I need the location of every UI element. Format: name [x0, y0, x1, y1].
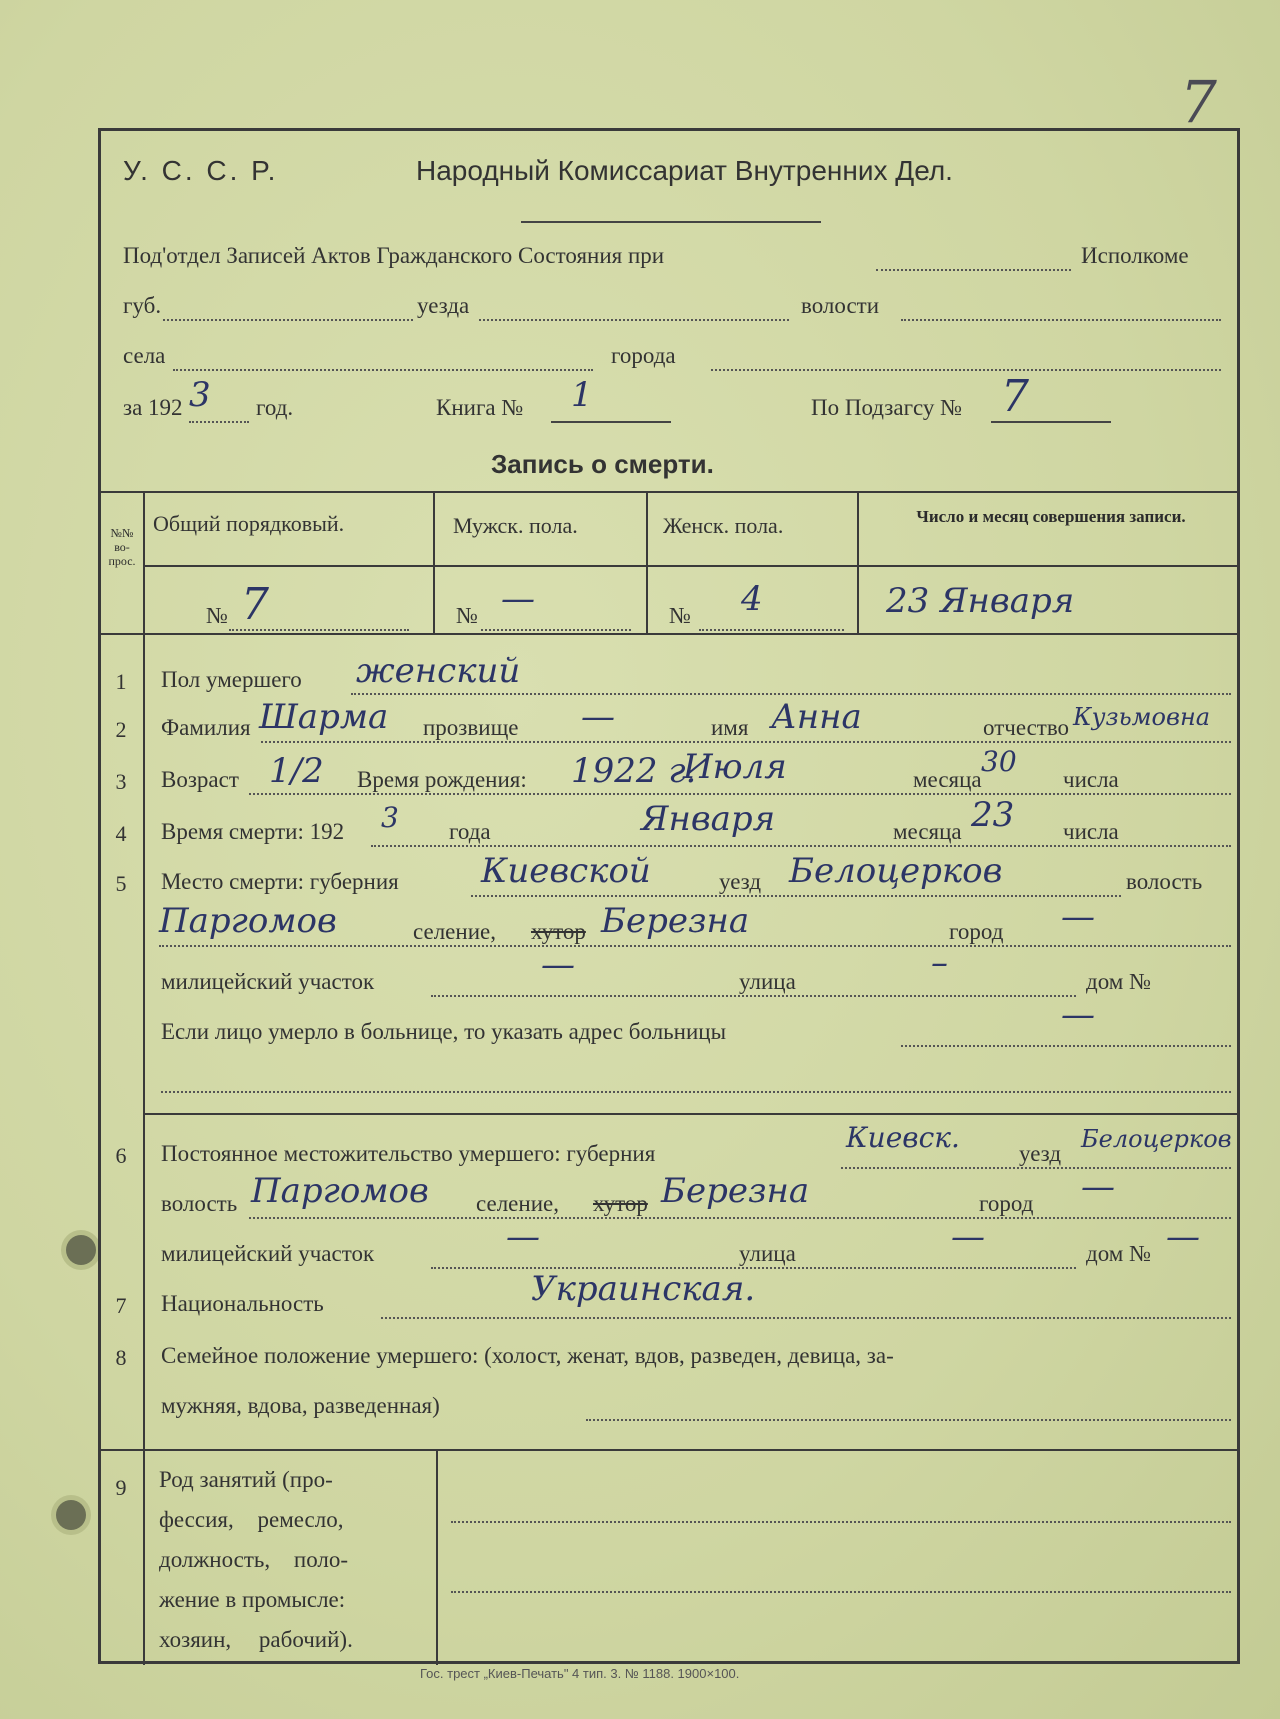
death-time-field	[371, 845, 1231, 847]
birth-day-value: 30	[981, 745, 1017, 778]
commissariat-title: Народный Комиссариат Внутренних Дел.	[416, 155, 953, 186]
volost-label: волости	[801, 293, 880, 318]
book-field	[551, 421, 671, 423]
female-number-value: 4	[741, 579, 763, 619]
nickname-value: —	[581, 697, 615, 737]
question-number: 7	[115, 1293, 127, 1318]
surname-value: Шарма	[259, 697, 389, 737]
grid-line	[143, 1113, 1239, 1115]
residence-city-value: —	[1081, 1167, 1115, 1207]
sex-value: женский	[356, 651, 521, 691]
residence-gub-value: Киевск.	[846, 1121, 960, 1154]
nickname-label: прозвище	[423, 715, 519, 740]
occupation-label-2: фессия, ремесло,	[159, 1507, 344, 1532]
occupation-label-5: хозяин, рабочий).	[159, 1627, 353, 1652]
header-rule	[521, 221, 821, 223]
hospital-field-2	[161, 1091, 1231, 1093]
grid-line	[143, 491, 145, 1665]
record-title: Запись о смерти.	[491, 449, 714, 479]
residence-uezd-value: Белоцерков	[1081, 1125, 1232, 1153]
residence-militia-value: —	[506, 1217, 540, 1257]
selo-field	[173, 369, 593, 371]
death-month-value: Января	[641, 799, 776, 839]
question-number: 5	[115, 871, 127, 896]
occupation-field-2	[451, 1591, 1231, 1593]
binder-hole	[66, 1235, 96, 1265]
marital-label-cont: мужняя, вдова, разведенная)	[161, 1393, 440, 1418]
death-place-field	[471, 895, 1121, 897]
gub-label: губ.	[123, 293, 162, 318]
question-number: 4	[115, 821, 127, 846]
death-uezd-value: Белоцерков	[789, 851, 1003, 891]
hospital-label: Если лицо умерло в больнице, то указать адрес больницы	[161, 1019, 727, 1044]
death-militia-field	[431, 995, 1076, 997]
death-year-value: 3	[381, 801, 399, 834]
ispolkom-label: Исполкоме	[1081, 243, 1189, 268]
death-village-value: Березна	[601, 901, 750, 941]
occupation-label-3: должность, поло-	[159, 1547, 349, 1572]
death-militia-label: милицейский участок	[161, 969, 375, 994]
col-general-header: Общий порядковый.	[153, 511, 345, 536]
ispolkom-field	[876, 269, 1071, 271]
grid-line	[433, 491, 435, 633]
death-year-label: года	[449, 819, 491, 844]
birth-day-label: числа	[1063, 767, 1119, 792]
no-sign: №	[669, 603, 691, 628]
death-militia-value: —	[541, 945, 575, 985]
age-label: Возраст	[161, 767, 239, 792]
no-sign: №	[206, 603, 228, 628]
gorod-label: города	[611, 343, 676, 368]
year-value: 3	[189, 375, 211, 415]
marital-field	[586, 1419, 1231, 1421]
male-field	[481, 629, 631, 631]
sex-field	[351, 693, 1231, 695]
gorod-field	[711, 369, 1221, 371]
birth-month-label: месяца	[913, 767, 982, 792]
no-sign: №	[456, 603, 478, 628]
nationality-value: Украинская.	[531, 1269, 756, 1309]
general-number-value: 7	[241, 579, 269, 630]
question-number: 9	[115, 1475, 127, 1500]
death-city-value: —	[1061, 897, 1095, 937]
death-street-value: –	[931, 943, 948, 983]
question-number: 8	[115, 1345, 127, 1370]
patronymic-value: Кузьмовна	[1073, 703, 1211, 731]
surname-label: Фамилия	[161, 715, 251, 740]
question-number-header: №№ во-прос.	[108, 526, 136, 568]
birth-year-value: 1922 г.	[571, 751, 697, 791]
sex-label: Пол умершего	[161, 667, 302, 692]
question-number: 1	[115, 669, 127, 694]
gub-field	[163, 319, 413, 321]
name-label: имя	[711, 715, 749, 740]
grid-line	[101, 491, 1239, 493]
grid-line	[646, 491, 648, 633]
subdept-label: Под'отдел Записей Актов Гражданского Состояния при	[123, 243, 665, 268]
grid-line	[857, 491, 859, 633]
death-house-value: —	[1061, 995, 1095, 1035]
residence-field	[841, 1167, 1231, 1169]
col-date-header: Число и месяц совершения записи.	[916, 507, 1186, 526]
death-village-field	[159, 945, 1231, 947]
death-street-label: улица	[739, 969, 796, 994]
occupation-label-1: Род занятий (про-	[159, 1467, 333, 1492]
nationality-field	[381, 1317, 1231, 1319]
birth-field	[249, 793, 1231, 795]
patronymic-label: отчество	[983, 715, 1070, 740]
binder-hole	[56, 1500, 86, 1530]
page-number: 7	[1180, 68, 1217, 136]
residence-village-value: Березна	[661, 1171, 810, 1211]
book-label: Книга №	[436, 395, 524, 420]
grid-line	[101, 1449, 1239, 1451]
year-field	[189, 421, 249, 423]
podzag-value: 7	[1001, 371, 1029, 422]
uezd-label: уезда	[417, 293, 470, 318]
death-uezd-label: уезд	[719, 869, 762, 894]
age-value: 1/2	[269, 751, 324, 791]
death-gub-value: Киевской	[481, 851, 651, 891]
question-number: 3	[115, 769, 127, 794]
republic-title: У. С. С. Р.	[123, 155, 279, 186]
volost-field	[901, 319, 1221, 321]
podzag-label: По Подзагсу №	[811, 395, 963, 420]
nationality-label: Национальность	[161, 1291, 324, 1316]
grid-line	[143, 565, 1239, 567]
record-date-value: 23 Января	[886, 581, 1075, 621]
name-value: Анна	[771, 697, 862, 737]
male-number-value: —	[501, 579, 535, 619]
podzag-field	[991, 421, 1111, 423]
death-record-form	[98, 128, 1240, 1664]
residence-label: Постоянное местожительство умершего: губерния	[161, 1141, 656, 1166]
name-field	[261, 741, 1231, 743]
death-khutor-label: хутор	[531, 919, 586, 944]
birth-label: Время рождения:	[357, 767, 527, 792]
residence-village-label: селение,	[476, 1191, 559, 1216]
residence-volost-label: волость	[161, 1191, 238, 1216]
death-time-label: Время смерти: 192	[161, 819, 345, 844]
grid-line	[436, 1449, 438, 1665]
residence-house-label: дом №	[1086, 1241, 1152, 1266]
general-field	[229, 629, 409, 631]
col-female-header: Женск. пола.	[663, 513, 784, 538]
printer-imprint: Гос. трест „Киев-Печать" 4 тип. 3. № 1188. 1900×100.	[420, 1666, 740, 1681]
residence-khutor-label: хутор	[593, 1191, 648, 1216]
year-suffix: год.	[256, 395, 294, 420]
book-value: 1	[571, 375, 593, 415]
occupation-label-4: жение в промысле:	[159, 1587, 346, 1612]
birth-month-value: Июля	[683, 747, 787, 787]
hospital-field	[901, 1045, 1231, 1047]
death-village-label: селение,	[413, 919, 496, 944]
col-male-header: Мужск. пола.	[453, 513, 578, 538]
death-city-label: город	[949, 919, 1004, 944]
grid-line	[101, 633, 1239, 635]
selo-label: села	[123, 343, 166, 368]
occupation-field-1	[451, 1521, 1231, 1523]
residence-volost-value: Паргомов	[251, 1171, 429, 1211]
question-number: 2	[115, 717, 127, 742]
residence-volost-field	[249, 1217, 1231, 1219]
residence-street-label: улица	[739, 1241, 796, 1266]
death-day-value: 23	[971, 795, 1015, 835]
residence-house-value: —	[1166, 1217, 1200, 1257]
death-day-label: числа	[1063, 819, 1119, 844]
residence-uezd-label: уезд	[1019, 1141, 1062, 1166]
death-place-label: Место смерти: губерния	[161, 869, 399, 894]
question-number: 6	[115, 1143, 127, 1168]
residence-street-value: —	[951, 1217, 985, 1257]
year-label: за 192	[123, 395, 183, 420]
residence-city-label: город	[979, 1191, 1034, 1216]
female-field	[699, 629, 844, 631]
death-volost-label: волость	[1126, 869, 1203, 894]
death-house-label: дом №	[1086, 969, 1152, 994]
uezd-field	[479, 319, 789, 321]
residence-militia-label: милицейский участок	[161, 1241, 375, 1266]
marital-label: Семейное положение умершего: (холост, женат, вдов, разведен, девица, за-	[161, 1343, 894, 1368]
death-month-label: месяца	[893, 819, 962, 844]
death-volost-value: Паргомов	[159, 901, 337, 941]
